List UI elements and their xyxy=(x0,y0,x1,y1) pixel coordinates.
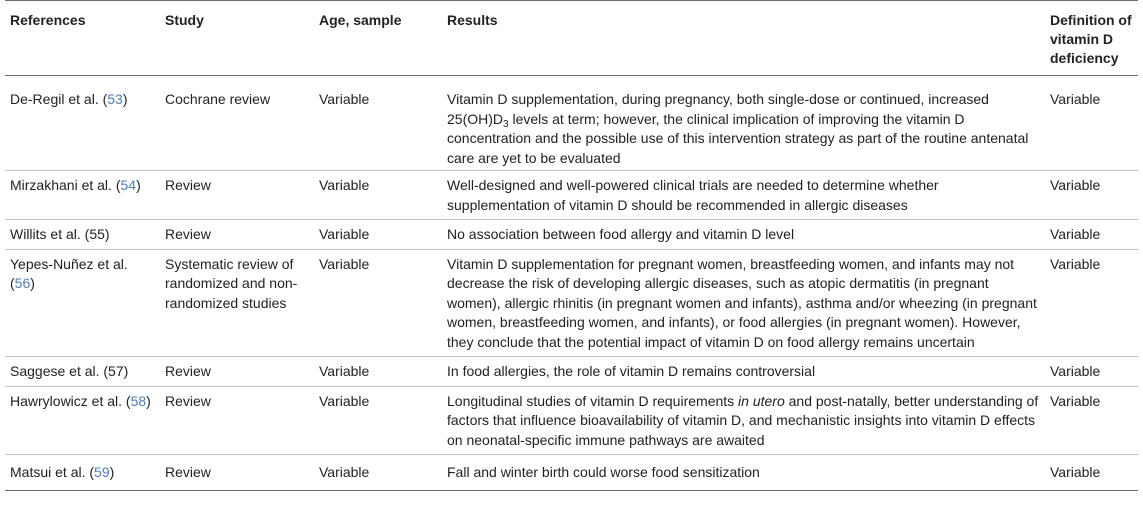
ref-author: Mirzakhani et al. ( xyxy=(10,177,121,193)
cell-reference xyxy=(5,171,160,220)
cell-definition: Variable xyxy=(1045,386,1138,455)
header-definition: Definition of vitamin D deficiency xyxy=(1045,1,1138,76)
ref-link[interactable]: 56 xyxy=(14,275,31,291)
results-italic: in utero xyxy=(738,392,785,409)
ref-close: ) xyxy=(109,464,115,480)
results-text: Vitamin D supplementation, during pregnancy, both single-dose or continued, increased 25(OH)D xyxy=(447,91,989,127)
ref-link[interactable]: 58 xyxy=(130,392,147,409)
cell-age-sample: Variable xyxy=(314,220,442,250)
results-text-cont: levels at term; however, the clinical implication of improving the vitamin D concentration and the possible use of this intervention strategy as part of the routine antenatal care are yet to be evaluated xyxy=(447,110,1029,166)
ref-close: ) xyxy=(122,91,128,107)
cell-reference: Willits et al. (55) xyxy=(5,220,160,250)
cell-results: Vitamin D supplementation for pregnant women, breastfeeding women, and infants may not decrease the risk of developing allergic diseases, such as atopic dermatitis (in pregnant women), allergic rhinitis (in pregnant women and infants), asthma and/or wheezing (in pregnant women, breastfeeding women, and infants), or food allergies (in pregnant women). However, they conclude that the potential impact of vitamin D on food allergy remains uncertain xyxy=(442,249,1045,357)
cell-study: Review xyxy=(160,171,314,220)
table-row xyxy=(5,249,1138,357)
cell-study: Review xyxy=(160,357,314,387)
cell-study: Cochrane review xyxy=(160,76,314,171)
table-row xyxy=(5,76,1138,171)
ref-author: Yepes-Nuñez et al. ( xyxy=(10,255,128,291)
results-text-cont: and post-natally, better understanding of factors that influence bioavailability of vitamin D, and mechanistic insights into vitamin D effects on neonatal-specific immune pathways are awaited xyxy=(447,392,1039,448)
ref-close: ) xyxy=(30,275,35,291)
cell-results: Fall and winter birth could worse food sensitization xyxy=(442,455,1045,491)
cell-results: Well-designed and well-powered clinical trials are needed to determine whether supplementation of vitamin D should be recommended in allergic diseases xyxy=(442,171,1045,220)
cell-definition: Variable xyxy=(1045,171,1138,220)
header-study: Study xyxy=(160,1,314,76)
subscript-3: 3 xyxy=(503,118,509,130)
cell-reference xyxy=(5,249,160,357)
references-table xyxy=(5,0,1138,491)
cell-age-sample: Variable xyxy=(314,249,442,357)
cell-results: In food allergies, the role of vitamin D remains controversial xyxy=(442,357,1045,387)
cell-definition: Variable xyxy=(1045,76,1138,171)
cell-reference xyxy=(5,386,160,455)
table-header-row xyxy=(5,1,1138,76)
ref-link[interactable]: 54 xyxy=(120,177,137,193)
table-row xyxy=(5,386,1138,455)
cell-age-sample: Variable xyxy=(314,455,442,491)
ref-link[interactable]: 53 xyxy=(107,91,123,107)
cell-age-sample: Variable xyxy=(314,357,442,387)
table-row xyxy=(5,220,1138,250)
header-age-sample: Age, sample xyxy=(314,1,442,76)
cell-reference: Saggese et al. (57) xyxy=(5,357,160,387)
header-references: References xyxy=(5,1,160,76)
table-row xyxy=(5,455,1138,491)
cell-study: Review xyxy=(160,386,314,455)
table-row xyxy=(5,171,1138,220)
table-row xyxy=(5,357,1138,387)
ref-close: ) xyxy=(146,392,151,409)
cell-definition: Variable xyxy=(1045,357,1138,387)
cell-definition: Variable xyxy=(1045,249,1138,357)
cell-age-sample: Variable xyxy=(314,76,442,171)
header-results: Results xyxy=(442,1,1045,76)
cell-age-sample: Variable xyxy=(314,171,442,220)
cell-study: Systematic review of randomized and non-randomized studies xyxy=(160,249,314,357)
ref-author: Hawrylowicz et al. ( xyxy=(10,392,131,409)
cell-reference xyxy=(5,455,160,491)
cell-definition: Variable xyxy=(1045,220,1138,250)
cell-study: Review xyxy=(160,455,314,491)
cell-results xyxy=(442,386,1045,455)
ref-author: De-Regil et al. ( xyxy=(10,91,108,107)
ref-link[interactable]: 59 xyxy=(94,464,110,480)
results-text: Longitudinal studies of vitamin D requirements xyxy=(447,392,739,409)
cell-reference xyxy=(5,76,160,171)
cell-definition: Variable xyxy=(1045,455,1138,491)
cell-results: No association between food allergy and vitamin D level xyxy=(442,220,1045,250)
ref-author: Matsui et al. ( xyxy=(10,464,95,480)
ref-close: ) xyxy=(136,177,141,193)
cell-results xyxy=(442,76,1045,171)
cell-study: Review xyxy=(160,220,314,250)
cell-age-sample: Variable xyxy=(314,386,442,455)
